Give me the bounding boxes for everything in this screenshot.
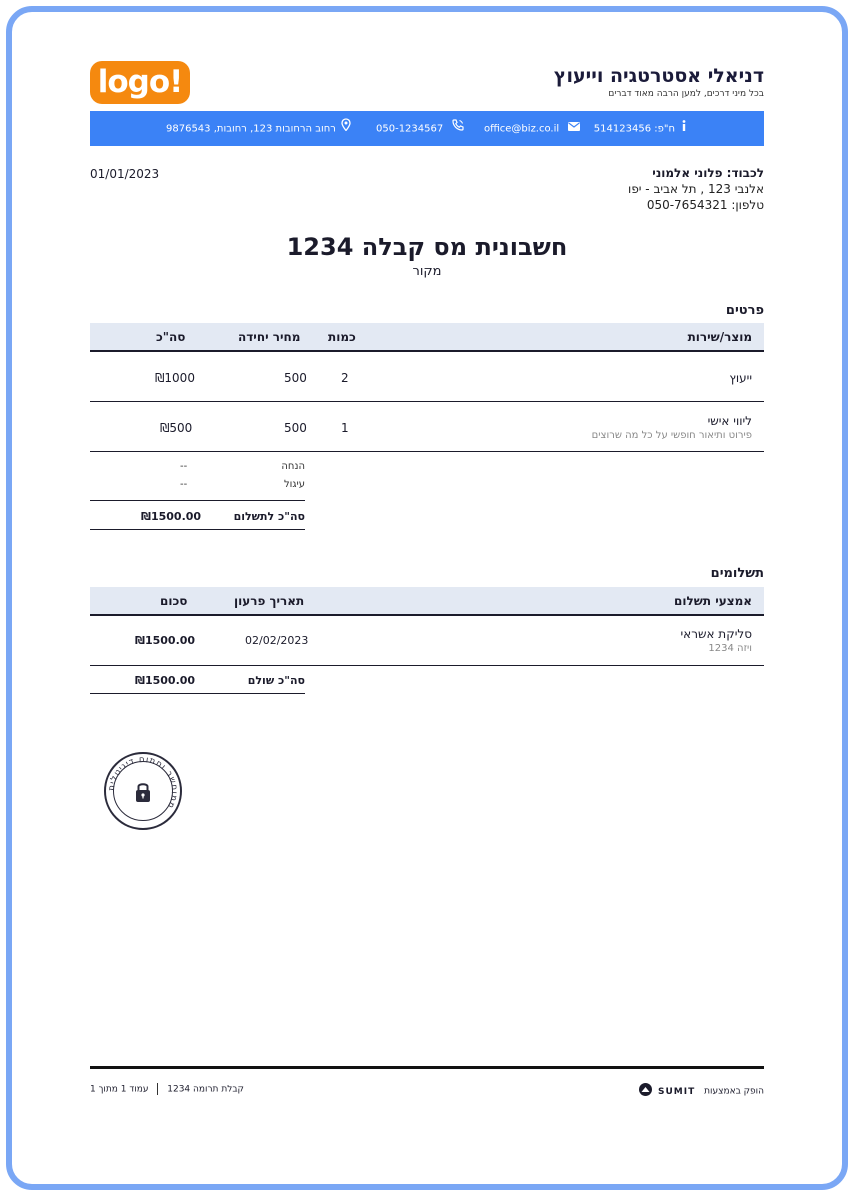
digital-signature-stamp (104, 752, 182, 830)
payments-section-title: תשלומים (710, 566, 764, 581)
footer-produced-by (639, 1083, 764, 1099)
item-total: ₪1000 (155, 371, 195, 385)
item-name: ייעוץ (729, 371, 752, 385)
header-method: אמצעי תשלום (674, 594, 752, 608)
email-text[interactable]: office@biz.co.il (484, 123, 560, 135)
produced-by-text: הופק באמצעות (704, 1086, 764, 1097)
customer-phone: טלפון: 050-7654321 (646, 198, 764, 212)
customer-address: אלנבי 123 , תל אביב - יפו (628, 182, 764, 196)
item-unit-price: 500 (284, 421, 307, 435)
discount-value: -- (180, 461, 188, 472)
payment-due-date: 02/02/2023 (245, 634, 309, 647)
payment-method: סליקת אשראי (680, 627, 752, 641)
header-qty: כמות (328, 330, 356, 344)
header-amount: סכום (160, 594, 188, 608)
paid-total-value: ₪1500.00 (135, 674, 196, 687)
company-slogan: בכל מיני דרכים, למען הרבה מאוד דברים (608, 89, 764, 99)
summary-divider (90, 693, 305, 694)
row-divider (90, 401, 764, 402)
grand-total-value: ₪1500.00 (141, 510, 202, 523)
lock-icon (136, 784, 150, 802)
item-unit-price: 500 (284, 371, 307, 385)
map-pin-icon (341, 111, 351, 146)
rounding-label: עיגול (283, 479, 305, 490)
footer-divider (90, 1066, 764, 1069)
footer-separator (157, 1083, 158, 1095)
phone-item[interactable] (376, 111, 464, 146)
address-item (166, 111, 351, 146)
document-date: 01/01/2023 (90, 167, 160, 181)
stamp-text (104, 752, 182, 830)
items-section-title: פרטים (725, 303, 764, 318)
summary-divider (90, 500, 305, 501)
paid-total-label: סה"כ שולם (247, 674, 305, 687)
company-name: דניאלי אסטרטגיה וייעוץ (553, 65, 764, 87)
payment-amount: ₪1500.00 (135, 634, 196, 647)
email-item[interactable] (484, 111, 580, 146)
item-description: פירוט ותיאור חופשי על כל מה שרוצים (591, 430, 752, 441)
footer-page-number: עמוד 1 מתוך 1 (90, 1084, 149, 1095)
document-subtitle: מקור (412, 264, 442, 279)
discount-label: הנחה (281, 461, 305, 472)
header-due-date: תאריך פרעון (234, 594, 305, 608)
company-logo: logo! (90, 61, 190, 104)
footer-page-info (90, 1083, 244, 1095)
item-qty: 1 (341, 421, 349, 435)
document-title: חשבונית מס קבלה 1234 (286, 233, 568, 261)
items-table-header (90, 323, 764, 352)
address-text: רחוב הרחובות 123, רחובות, 9876543 (166, 123, 336, 135)
payment-detail: ויזה 1234 (708, 643, 752, 654)
company-id-text: ח"פ: 514123456 (593, 123, 675, 135)
payments-table-header (90, 587, 764, 616)
contact-info-bar (90, 111, 764, 146)
info-icon (680, 111, 688, 146)
company-id-item (594, 111, 688, 146)
row-divider (90, 665, 764, 666)
summary-divider (90, 529, 305, 530)
header-unit-price: מחיר יחידה (238, 330, 301, 344)
sumit-logo-icon (639, 1083, 652, 1099)
customer-name: לכבוד: פלוני אלמוני (652, 166, 764, 180)
phone-icon (452, 111, 464, 146)
phone-text[interactable]: 050-1234567 (376, 123, 444, 135)
header-product: מוצר/שירות (687, 330, 752, 344)
sumit-brand: SUMIT (658, 1086, 696, 1097)
rounding-value: -- (180, 479, 188, 490)
item-qty: 2 (341, 371, 349, 385)
footer-receipt: קבלת תרומה 1234 (167, 1084, 244, 1095)
svg-text:ממוחשב וחתום דיגיטלית: ממוחשב וחתום דיגיטלית (106, 754, 180, 811)
header-total: סה"כ (156, 330, 186, 344)
item-name: ליווי אישי (707, 414, 752, 428)
grand-total-label: סה"כ לתשלום (233, 510, 305, 523)
envelope-icon (568, 111, 580, 146)
item-total: ₪500 (160, 421, 193, 435)
row-divider (90, 451, 764, 452)
